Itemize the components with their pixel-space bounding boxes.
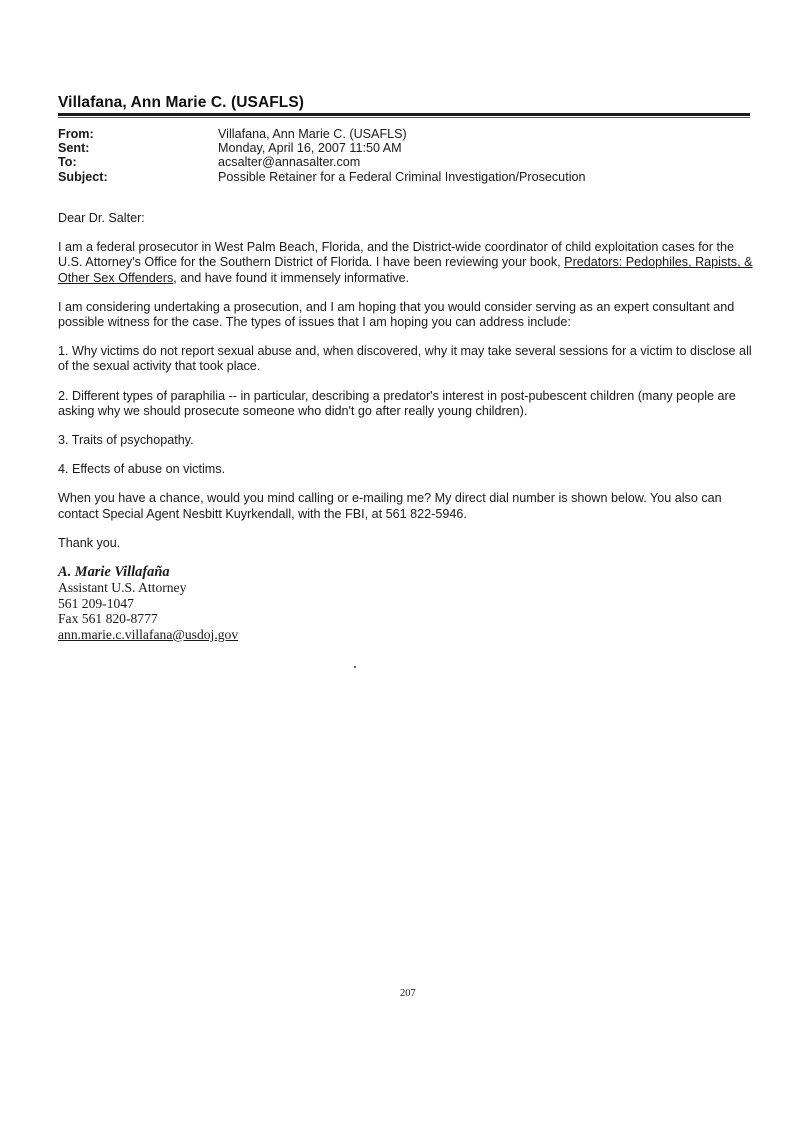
closing: Thank you. bbox=[58, 535, 121, 550]
paragraph-contact: When you have a chance, would you mind calling or e-mailing me? My direct dial number is shown below. You also can contact Special Agent Nesbitt Kuyrkendall, with the FBI, at 561 822-5946. bbox=[58, 491, 722, 521]
sent-label: Sent: bbox=[58, 141, 90, 156]
signature-phone: 561 209-1047 bbox=[58, 595, 134, 611]
header-row-to bbox=[58, 155, 758, 169]
header-row-sent bbox=[58, 141, 758, 155]
paragraph-intro-end: , and have found it immensely informative. bbox=[173, 270, 410, 285]
signature-name: A. Marie Villafaña bbox=[58, 564, 170, 580]
heading-rule-thin bbox=[58, 117, 750, 118]
page-number: 207 bbox=[400, 988, 416, 999]
issue-item-3: 3. Traits of psychopathy. bbox=[58, 433, 194, 448]
header-row-from bbox=[58, 127, 758, 141]
header-row-subject bbox=[58, 170, 758, 184]
from-value: Villafana, Ann Marie C. (USAFLS) bbox=[218, 127, 407, 141]
scan-speck bbox=[354, 666, 356, 668]
heading-rule bbox=[58, 113, 750, 116]
book-title: Predators: Pedophiles, Rapists, & Other Sex Offenders bbox=[58, 255, 753, 285]
paragraph-intro bbox=[58, 240, 758, 286]
sent-value: Monday, April 16, 2007 11:50 AM bbox=[218, 141, 402, 156]
paragraph-request: I am considering undertaking a prosecution, and I am hoping that you would consider serving as an expert consultant and possible witness for the case. The types of issues that I am hoping you can address include: bbox=[58, 299, 735, 330]
issue-item-2: 2. Different types of paraphilia -- in particular, describing a predator's interest in post-pubescent children (many people are asking why we should prosecute someone who didn't go after really young children). bbox=[58, 388, 736, 418]
paragraph-intro-start: I am a federal prosecutor in West Palm Beach, Florida, and the District-wide coordinator of child exploitation cases for the U.S. Attorney's Office for the Southern District of Florida. I have been reviewing your book, bbox=[58, 240, 734, 270]
email-headers bbox=[58, 127, 758, 184]
to-value: acsalter@annasalter.com bbox=[218, 155, 361, 170]
signature-email-link[interactable]: ann.marie.c.villafana@usdoj.gov bbox=[58, 626, 239, 642]
to-label: To: bbox=[58, 155, 77, 170]
from-label: From: bbox=[58, 127, 94, 141]
issue-item-4: 4. Effects of abuse on victims. bbox=[58, 462, 226, 477]
signature-title: Assistant U.S. Attorney bbox=[58, 580, 187, 596]
sender-heading: Villafana, Ann Marie C. (USAFLS) bbox=[58, 94, 305, 111]
subject-value: Possible Retainer for a Federal Criminal Investigation/Prosecution bbox=[218, 169, 586, 184]
signature-block bbox=[58, 565, 238, 642]
email-body bbox=[58, 211, 758, 565]
subject-label: Subject: bbox=[58, 169, 108, 184]
issue-item-1: 1. Why victims do not report sexual abuse and, when discovered, why it may take several sessions for a victim to disclose all of the sexual activity that took place. bbox=[58, 344, 752, 374]
signature-fax: Fax 561 820-8777 bbox=[58, 611, 158, 627]
greeting: Dear Dr. Salter: bbox=[58, 211, 145, 225]
